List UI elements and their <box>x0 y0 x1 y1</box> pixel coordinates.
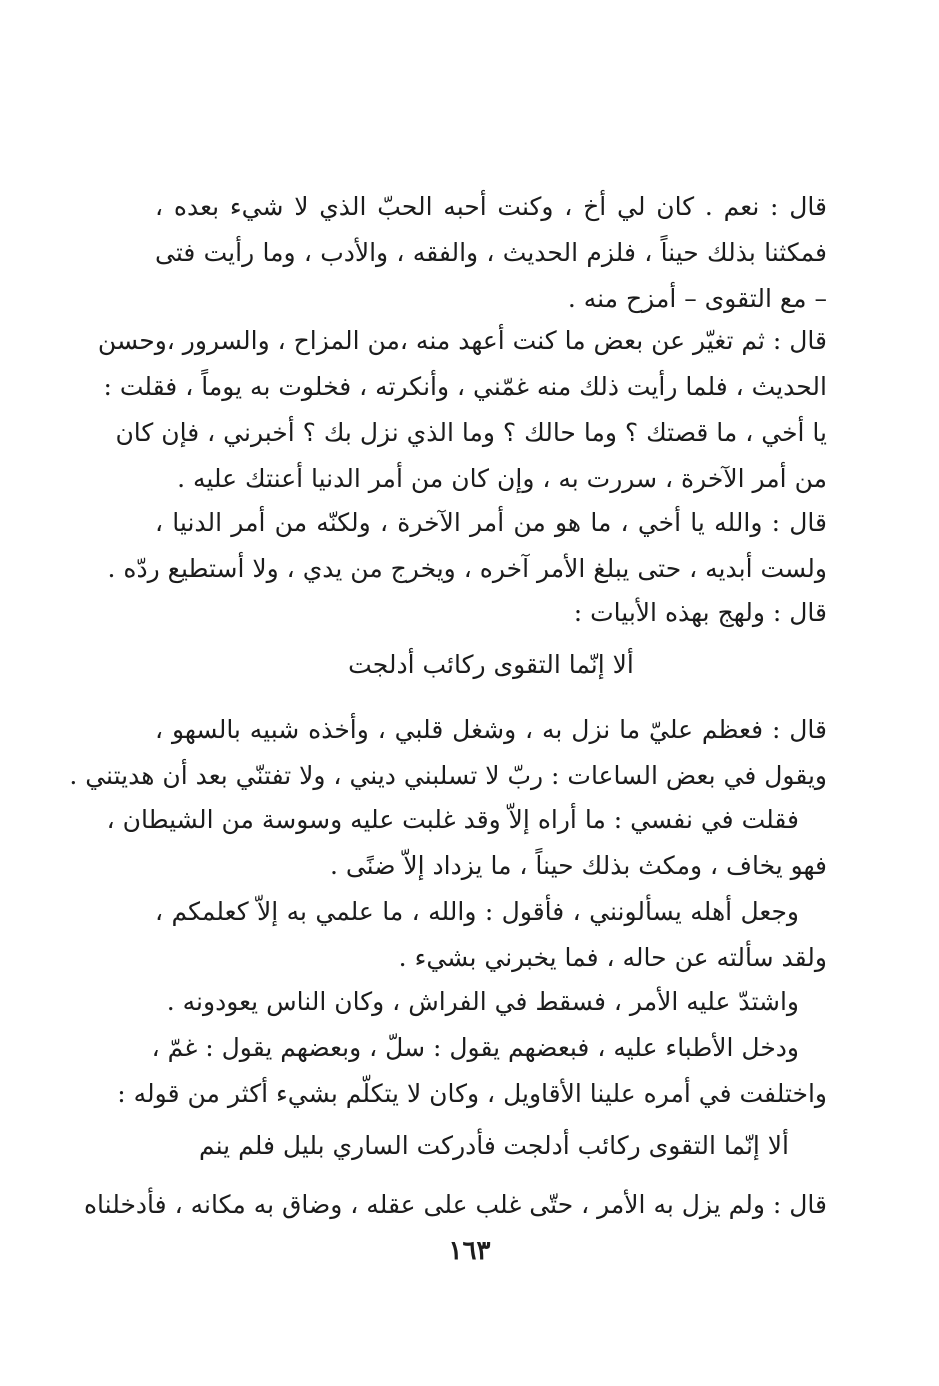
verse-first-hemistich: ألا إنّما التقوى ركائب أدلجت <box>503 1131 789 1160</box>
text-line-14: فقلت في نفسي : ما أراه إلاّ وقد غلبت عليه وسوسة من الشيطان ، <box>106 805 799 834</box>
text-line-10: قال : ولهج بهذه الأبيات : <box>573 598 827 627</box>
text-line-9: ولست أبديه ، حتى يبلغ الأمر آخره ، ويخرج من يدي ، ولا أستطيع ردّه . <box>107 554 827 583</box>
text-line-20: واختلفت في أمره علينا الأقاويل ، وكان لا يتكلّم بشيء أكثر من قوله : <box>117 1079 827 1108</box>
page-number: ١٦٣ <box>448 1236 491 1266</box>
text-line-12: قال : فعظم عليّ ما نزل به ، وشغل قلبي ، وأخذه شبيه بالسهو ، <box>155 715 827 744</box>
text-line-8: قال : والله يا أخي ، ما هو من أمر الآخرة ، ولكنّه من أمر الدنيا ، <box>155 508 827 537</box>
text-line-13: ويقول في بعض الساعات : ربّ لا تسلبني ديني ، ولا تفتنّي بعد أن هديتني . <box>69 761 827 790</box>
verse-line: ألا إنّما التقوى ركائب أدلجت <box>348 650 634 679</box>
text-line-6: يا أخي ، ما قصتك ؟ وما حالك ؟ وما الذي نزل بك ؟ أخبرني ، فإن كان <box>115 418 827 447</box>
verse-couplet <box>199 1124 789 1168</box>
text-line-7: من أمر الآخرة ، سررت به ، وإن كان من أمر الدنيا أعنتك عليه . <box>177 464 827 493</box>
text-line-4: قال : ثم تغيّر عن بعض ما كنت أعهد منه ،من المزاح ، والسرور ،وحسن <box>97 326 827 355</box>
text-line-5: الحديث ، فلما رأيت ذلك منه غمّني ، وأنكرته ، فخلوت به يوماً ، فقلت : <box>103 372 827 401</box>
text-line-15: فهو يخاف ، ومكث بذلك حيناً ، ما يزداد إلاّ ضنًى . <box>329 851 827 880</box>
verse-second-hemistich: فأدركت الساري بليل فلم ينم <box>199 1131 496 1160</box>
text-line-17: ولقد سألته عن حاله ، فما يخبرني بشيء . <box>398 943 827 972</box>
text-line-18: واشتدّ عليه الأمر ، فسقط في الفراش ، وكان الناس يعودونه . <box>166 987 799 1016</box>
text-line-19: ودخل الأطباء عليه ، فبعضهم يقول : سلّ ، وبعضهم يقول : غمّ ، <box>151 1033 799 1062</box>
text-line-3: – مع التقوى – أمزح منه . <box>567 284 827 313</box>
text-line-23: قال : ولم يزل به الأمر ، حتّى غلب على عقله ، وضاق به مكانه ، فأدخلناه <box>83 1190 827 1219</box>
text-line-1: قال : نعم . كان لي أخ ، وكنت أحبه الحبّ الذي لا شيء بعده ، <box>155 192 827 221</box>
text-line-16: وجعل أهله يسألونني ، فأقول : والله ، ما علمي به إلاّ كعلمكم ، <box>155 897 799 926</box>
text-line-2: فمكثنا بذلك حيناً ، فلزم الحديث ، والفقه ، والأدب ، وما رأيت فتى <box>155 238 827 267</box>
